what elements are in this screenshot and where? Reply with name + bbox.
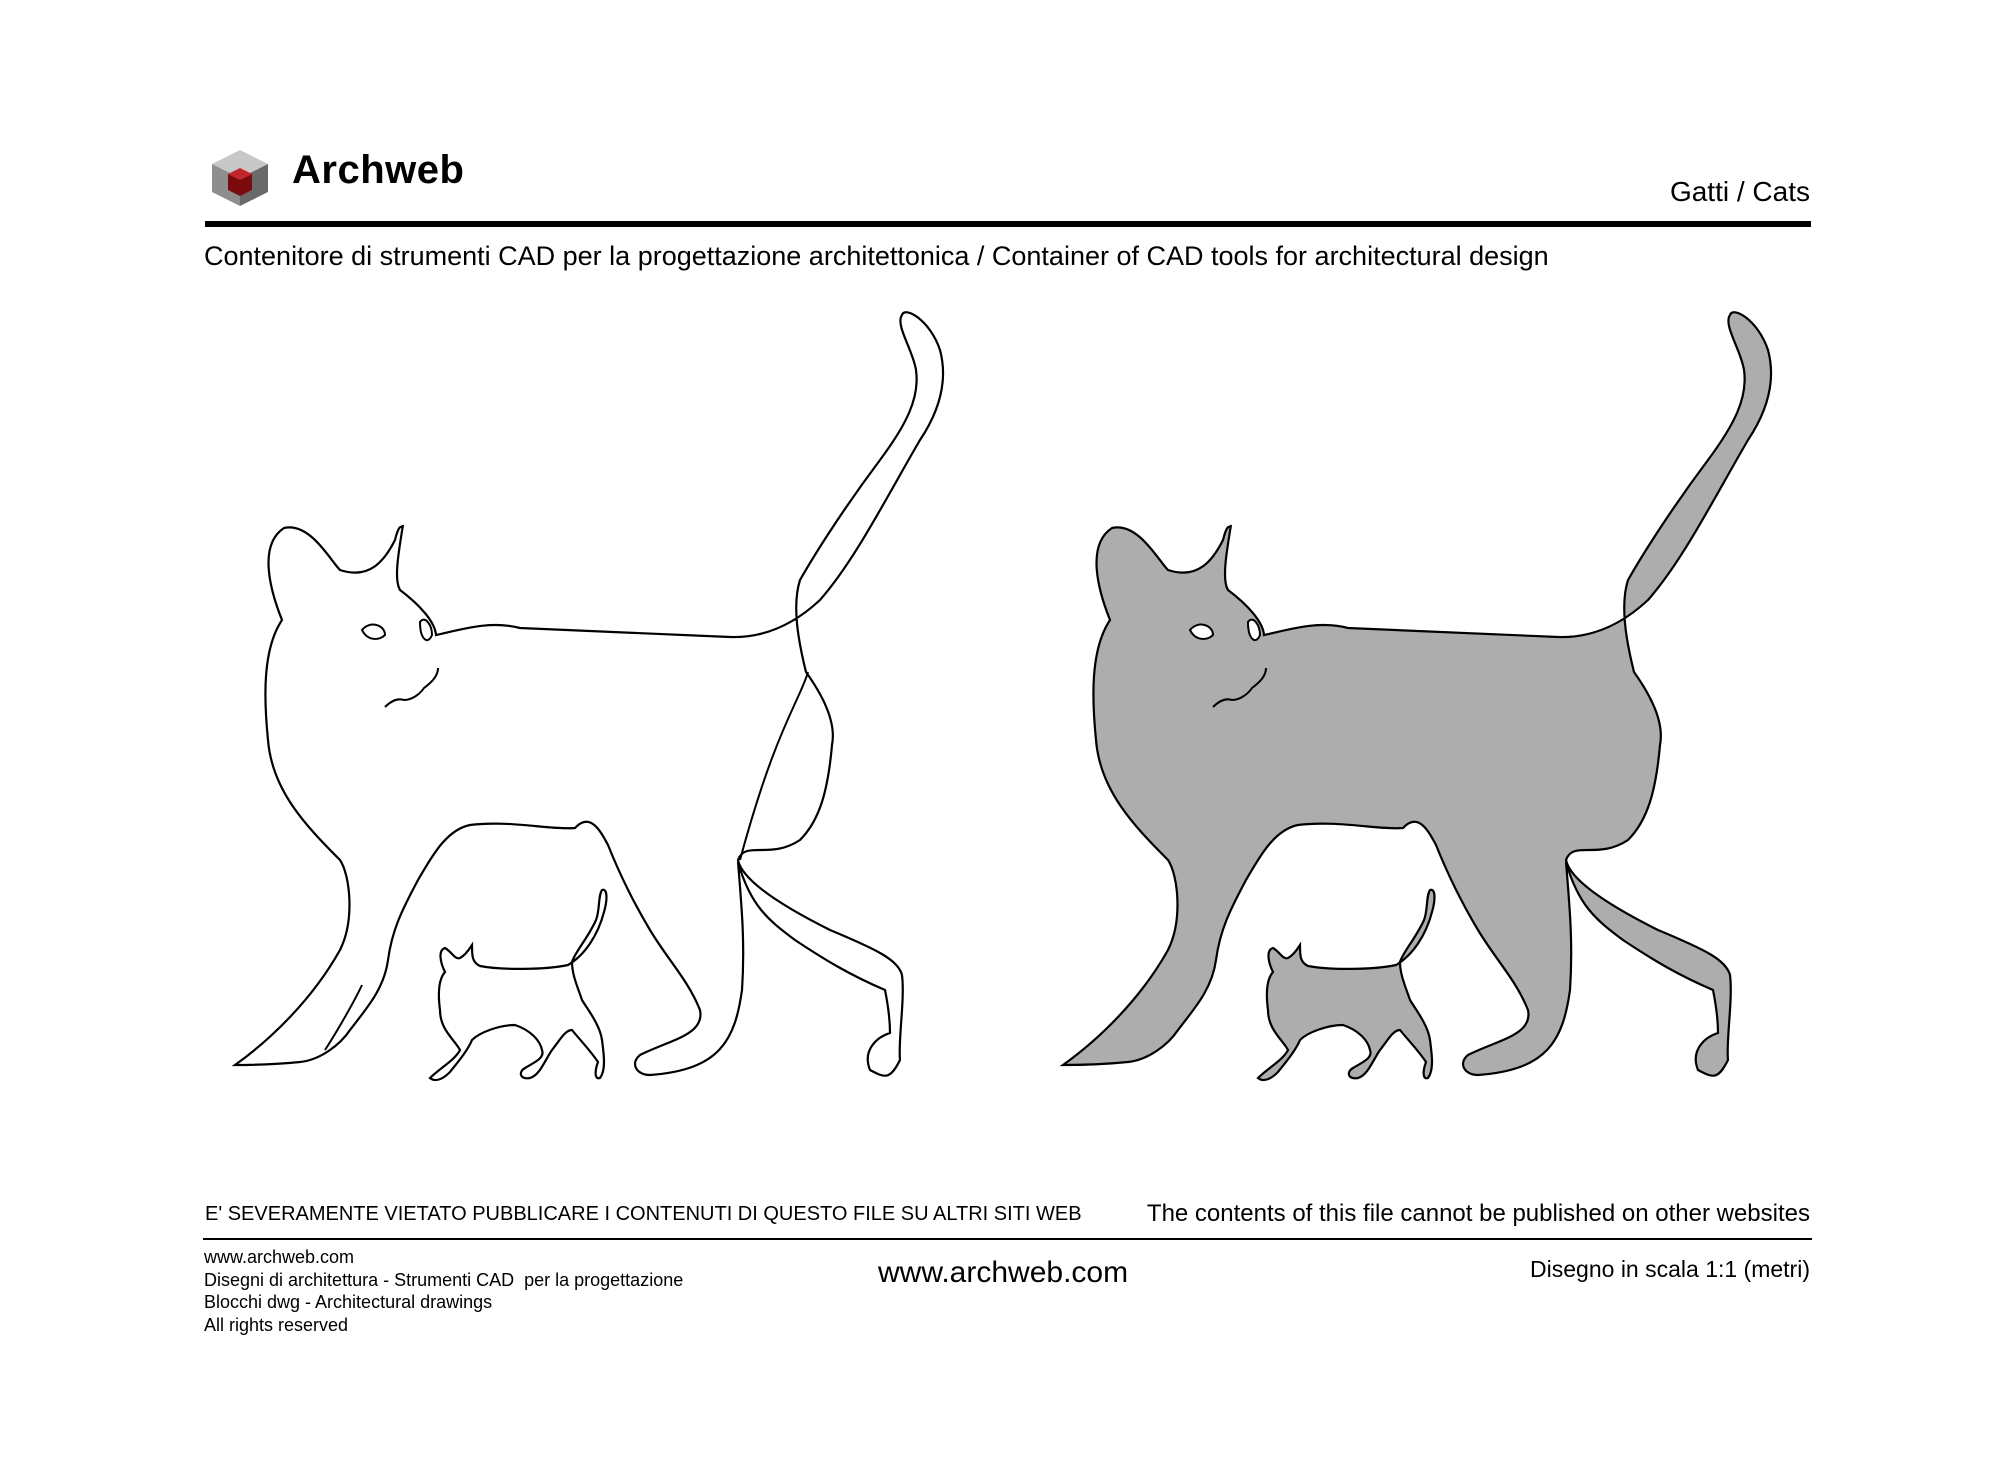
cat-solid-figure [1063, 312, 1771, 1075]
kitten-outline-figure [430, 890, 606, 1080]
drawing-scale-label: Disegno in scala 1:1 (metri) [1530, 1256, 1810, 1282]
copyright-notice-italian: E' SEVERAMENTE VIETATO PUBBLICARE I CONTENUTI DI QUESTO FILE SU ALTRI SITI WEB [205, 1203, 1082, 1225]
footer-line-drawings: Disegni di architettura - Strumenti CAD per la progettazione [204, 1269, 684, 1290]
brand-name: Archweb [292, 148, 465, 192]
archweb-logo-icon [208, 148, 272, 208]
footer-info [204, 1246, 683, 1336]
footer-line-blocks: Blocchi dwg - Architectural drawings [204, 1292, 493, 1312]
kitten-solid-figure [1258, 890, 1434, 1080]
page-title: Gatti / Cats [1669, 176, 1810, 207]
header-divider [205, 221, 1811, 227]
footer-website-link[interactable]: www.archweb.com [878, 1256, 1129, 1289]
cats-drawing [0, 290, 2000, 1120]
footer-line-website: www.archweb.com [204, 1247, 355, 1267]
footer-divider [203, 1238, 1812, 1240]
cat-outline-figure [235, 312, 943, 1075]
footer-line-rights: All rights reserved [204, 1314, 349, 1335]
copyright-notice-english: The contents of this file cannot be published on other websites [1146, 1200, 1810, 1227]
page-subtitle: Contenitore di strumenti CAD per la progettazione architettonica / Container of CAD tools for architectural design [204, 241, 1549, 271]
